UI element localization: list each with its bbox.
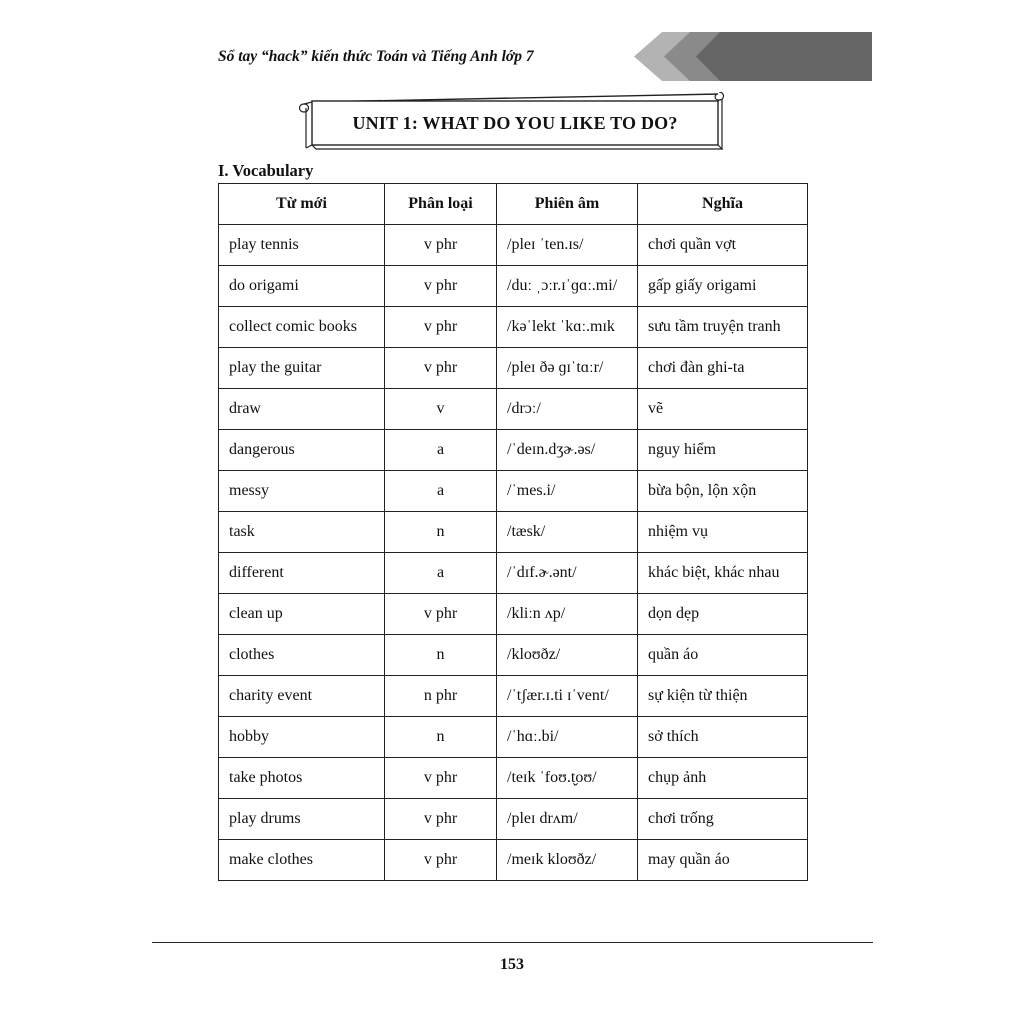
cell-meaning: dọn dẹp <box>638 594 808 635</box>
table-row <box>219 758 808 799</box>
cell-meaning: gấp giấy origami <box>638 266 808 307</box>
cell-word-class: n phr <box>385 676 497 717</box>
cell-pronunciation: /ˈdɪf.ɚ.ənt/ <box>497 553 638 594</box>
page-number: 153 <box>500 956 524 973</box>
table-row <box>219 307 808 348</box>
cell-pronunciation: /ˈdeɪn.dʒɚ.əs/ <box>497 430 638 471</box>
cell-pronunciation: /teɪk ˈfoʊ.t̬oʊ/ <box>497 758 638 799</box>
header-word-class: Phân loại <box>385 184 497 225</box>
table-header-row <box>219 184 808 225</box>
table-row <box>219 676 808 717</box>
cell-pronunciation: /kliːn ʌp/ <box>497 594 638 635</box>
cell-meaning: khác biệt, khác nhau <box>638 553 808 594</box>
cell-meaning: sự kiện từ thiện <box>638 676 808 717</box>
cell-word: charity event <box>219 676 385 717</box>
cell-word-class: v phr <box>385 266 497 307</box>
table-row <box>219 594 808 635</box>
table-row <box>219 717 808 758</box>
cell-pronunciation: /ˈtʃær.ɪ.ti ɪˈvent/ <box>497 676 638 717</box>
cell-word-class: v phr <box>385 594 497 635</box>
cell-word: make clothes <box>219 840 385 881</box>
cell-word-class: v phr <box>385 799 497 840</box>
cell-meaning: chơi quần vợt <box>638 225 808 266</box>
table-row <box>219 471 808 512</box>
cell-meaning: vẽ <box>638 389 808 430</box>
table-row <box>219 635 808 676</box>
cell-meaning: nhiệm vụ <box>638 512 808 553</box>
cell-word: play drums <box>219 799 385 840</box>
vocabulary-table-body <box>219 225 808 881</box>
table-row <box>219 266 808 307</box>
cell-word: different <box>219 553 385 594</box>
cell-pronunciation: /kloʊðz/ <box>497 635 638 676</box>
header-book-title: Sổ tay “hack” kiến thức Toán và Tiếng Anh lớp 7 <box>218 48 534 65</box>
section-title: I. Vocabulary <box>218 161 314 180</box>
cell-word: dangerous <box>219 430 385 471</box>
cell-word-class: v phr <box>385 758 497 799</box>
cell-meaning: sở thích <box>638 717 808 758</box>
cell-word-class: v phr <box>385 307 497 348</box>
header-pronunciation: Phiên âm <box>497 184 638 225</box>
cell-pronunciation: /pleɪ ðə ɡɪˈtɑːr/ <box>497 348 638 389</box>
cell-word-class: v phr <box>385 225 497 266</box>
cell-pronunciation: /pleɪ drʌm/ <box>497 799 638 840</box>
table-row <box>219 553 808 594</box>
cell-meaning: may quần áo <box>638 840 808 881</box>
cell-word: hobby <box>219 717 385 758</box>
cell-word: do origami <box>219 266 385 307</box>
cell-word: clothes <box>219 635 385 676</box>
vocabulary-table <box>218 183 808 881</box>
cell-pronunciation: /kəˈlekt ˈkɑː.mɪk <box>497 307 638 348</box>
cell-word: collect comic books <box>219 307 385 348</box>
cell-meaning: chơi đàn ghi-ta <box>638 348 808 389</box>
banner-chevron-dark <box>696 32 872 81</box>
cell-pronunciation: /duː ˌɔːr.ɪˈɡɑː.mi/ <box>497 266 638 307</box>
cell-word-class: a <box>385 471 497 512</box>
cell-word-class: v phr <box>385 348 497 389</box>
cell-meaning: bừa bộn, lộn xộn <box>638 471 808 512</box>
header-new-word: Từ mới <box>219 184 385 225</box>
cell-word-class: n <box>385 717 497 758</box>
cell-word: task <box>219 512 385 553</box>
footer-divider <box>152 942 873 943</box>
cell-meaning: nguy hiểm <box>638 430 808 471</box>
table-row <box>219 840 808 881</box>
cell-pronunciation: /pleɪ ˈten.ɪs/ <box>497 225 638 266</box>
table-row <box>219 430 808 471</box>
cell-word-class: n <box>385 512 497 553</box>
cell-pronunciation: /ˈmes.i/ <box>497 471 638 512</box>
cell-word: play the guitar <box>219 348 385 389</box>
table-row <box>219 799 808 840</box>
cell-meaning: quần áo <box>638 635 808 676</box>
cell-word-class: n <box>385 635 497 676</box>
cell-word: draw <box>219 389 385 430</box>
table-row <box>219 225 808 266</box>
cell-meaning: sưu tầm truyện tranh <box>638 307 808 348</box>
cell-meaning: chụp ảnh <box>638 758 808 799</box>
cell-word: play tennis <box>219 225 385 266</box>
cell-pronunciation: /tæsk/ <box>497 512 638 553</box>
table-row <box>219 512 808 553</box>
header-chevron-banner <box>634 32 872 81</box>
cell-meaning: chơi trống <box>638 799 808 840</box>
cell-word-class: v <box>385 389 497 430</box>
unit-title: UNIT 1: WHAT DO YOU LIKE TO DO? <box>352 112 678 133</box>
cell-word: messy <box>219 471 385 512</box>
table-row <box>219 348 808 389</box>
cell-word: clean up <box>219 594 385 635</box>
cell-word-class: v phr <box>385 840 497 881</box>
cell-pronunciation: /meɪk kloʊðz/ <box>497 840 638 881</box>
cell-pronunciation: /ˈhɑː.bi/ <box>497 717 638 758</box>
cell-word-class: a <box>385 553 497 594</box>
cell-pronunciation: /drɔː/ <box>497 389 638 430</box>
table-row <box>219 389 808 430</box>
cell-word: take photos <box>219 758 385 799</box>
header-meaning: Nghĩa <box>638 184 808 225</box>
cell-word-class: a <box>385 430 497 471</box>
